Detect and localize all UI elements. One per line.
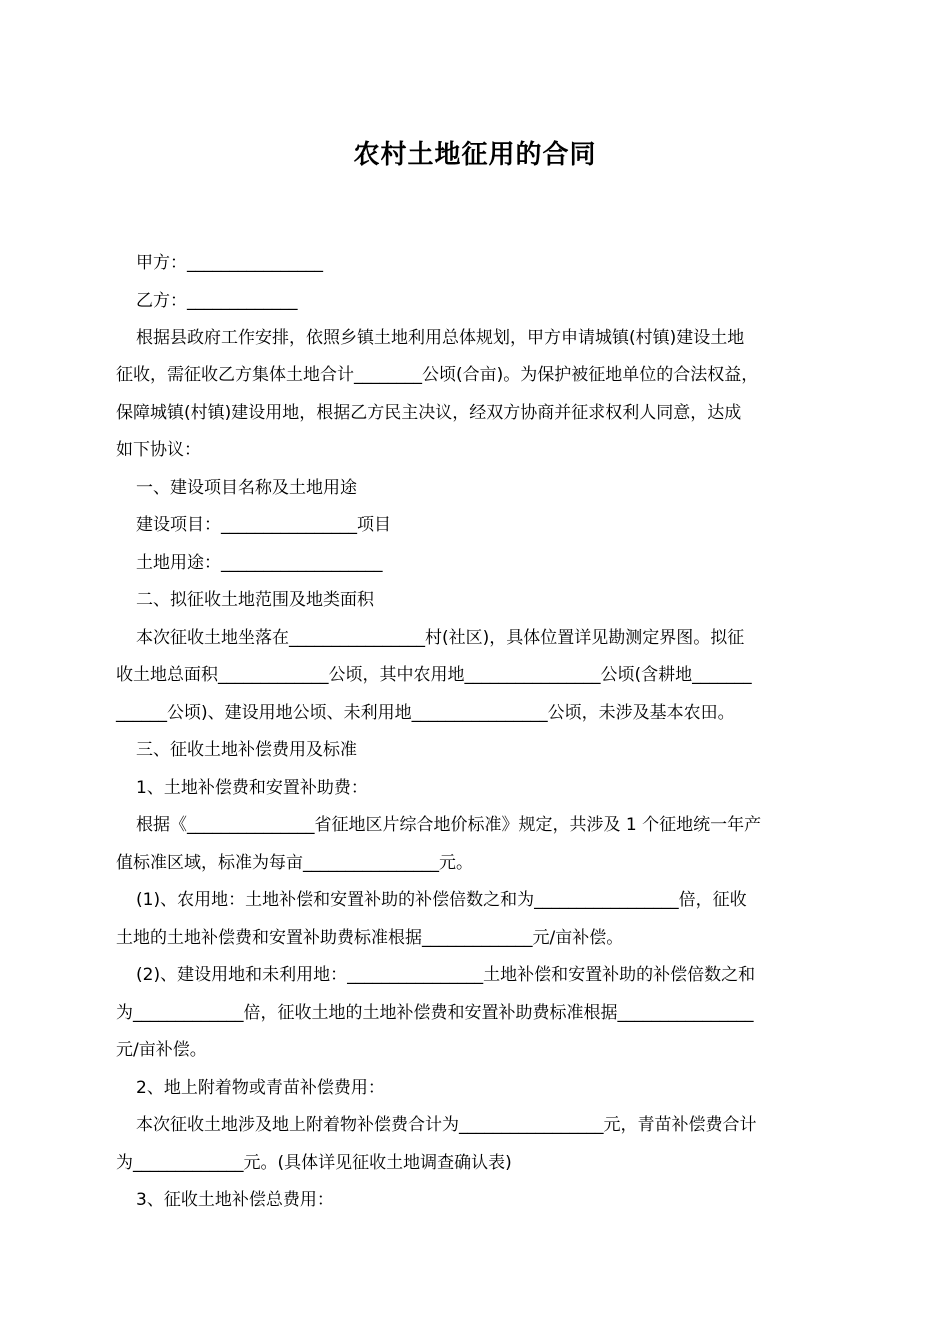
paragraph-line: 收土地总面积_____________公顷，其中农用地________________公顷(含耕地_______ xyxy=(116,665,752,685)
document-title: 农村土地征用的合同 xyxy=(353,140,597,170)
subsection-heading: 1、土地补偿费和安置补助费： xyxy=(136,778,368,798)
paragraph-line: (1)、农用地：土地补偿和安置补助的补偿倍数之和为_________________倍，征收 xyxy=(136,890,747,910)
paragraph-line: 根据《_______________省征地区片综合地价标准》规定，共涉及 1 个征地统一年产 xyxy=(136,815,762,835)
paragraph-line: 建设项目：________________项目 xyxy=(136,515,391,535)
party-b-line: 乙方：_____________ xyxy=(136,291,298,311)
paragraph-line: (2)、建设用地和未利用地：________________土地补偿和安置补助的补偿倍数之和 xyxy=(136,965,756,985)
paragraph-line: 根据县政府工作安排，依照乡镇土地利用总体规划，甲方申请城镇(村镇)建设土地 xyxy=(136,328,745,348)
paragraph-line: 如下协议： xyxy=(116,440,201,460)
paragraph-line: 值标准区域，标准为每亩________________元。 xyxy=(116,853,473,873)
paragraph-line: 为_____________元。(具体详见征收土地调查确认表) xyxy=(116,1153,512,1173)
paragraph-line: 元/亩补偿。 xyxy=(116,1040,207,1060)
paragraph-line: 本次征收土地涉及地上附着物补偿费合计为_________________元，青苗补偿费合计 xyxy=(136,1115,757,1135)
paragraph-line: 土地用途：___________________ xyxy=(136,553,383,573)
paragraph-line: 本次征收土地坐落在________________村(社区)，具体位置详见勘测定界图。拟征 xyxy=(136,628,745,648)
section-heading: 三、征收土地补偿费用及标准 xyxy=(136,740,357,760)
section-heading: 二、拟征收土地范围及地类面积 xyxy=(136,590,374,610)
paragraph-line: 土地的土地补偿费和安置补助费标准根据_____________元/亩补偿。 xyxy=(116,928,624,948)
subsection-heading: 3、征收土地补偿总费用： xyxy=(136,1190,334,1210)
paragraph-line: 征收，需征收乙方集体土地合计________公顷(合亩)。为保护被征地单位的合法权益， xyxy=(116,365,759,385)
party-a-line: 甲方：________________ xyxy=(136,253,323,273)
paragraph-line: 为_____________倍，征收土地的土地补偿费和安置补助费标准根据________________ xyxy=(116,1003,754,1023)
paragraph-line: ______公顷)、建设用地公顷、未利用地________________公顷，未涉及基本农田。 xyxy=(116,703,735,723)
paragraph-line: 保障城镇(村镇)建设用地，根据乙方民主决议，经双方协商并征求权利人同意，达成 xyxy=(116,403,742,423)
subsection-heading: 2、地上附着物或青苗补偿费用： xyxy=(136,1078,385,1098)
section-heading: 一、建设项目名称及土地用途 xyxy=(136,478,357,498)
